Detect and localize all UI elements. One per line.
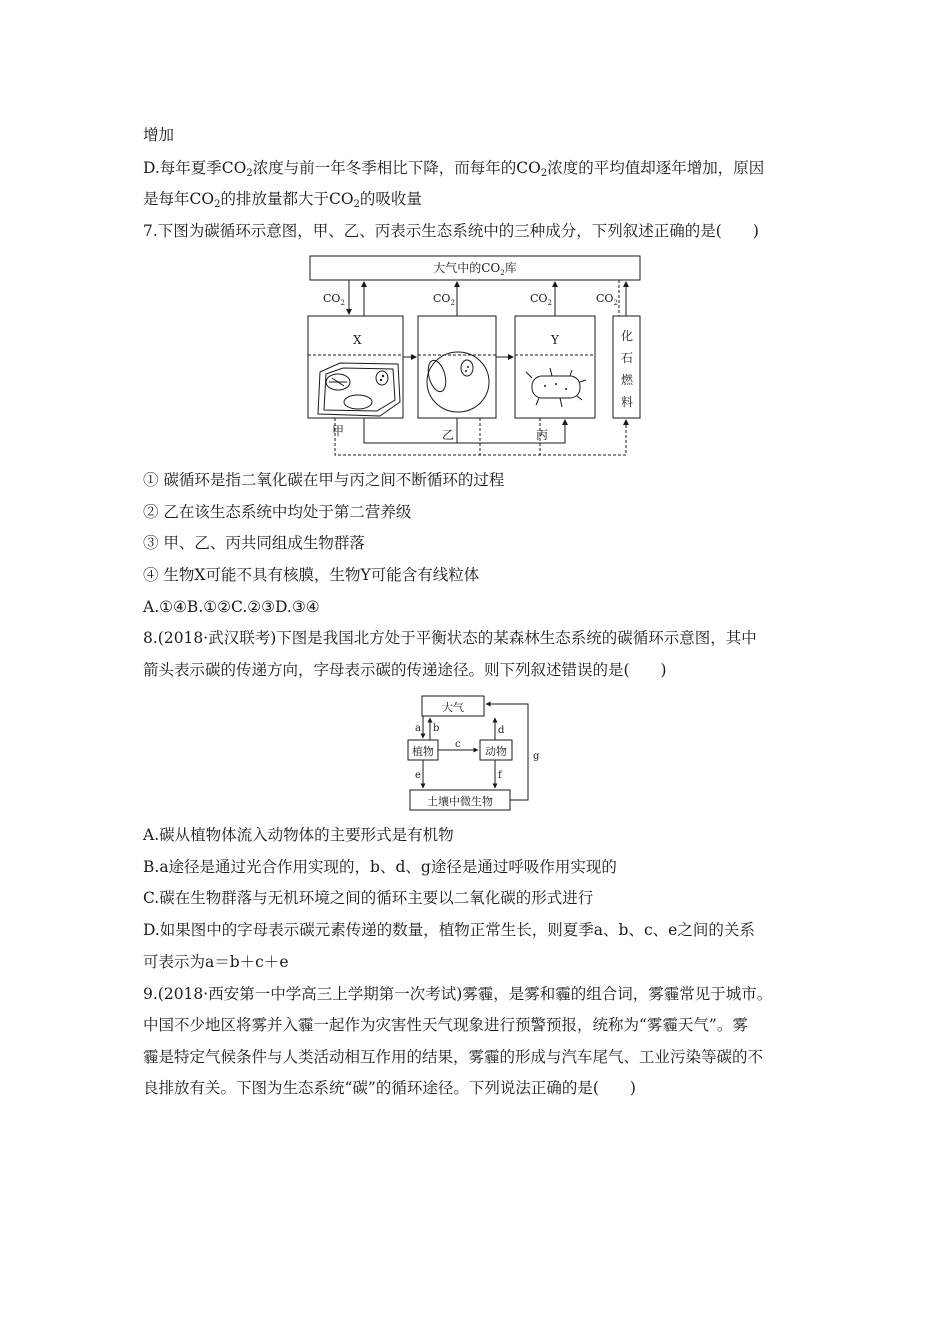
q6-option-d-line2: 是每年$CO_2$的排放量都大于$CO_2$的吸收量 [143,190,422,210]
label-jia: 甲 [332,424,345,438]
q8-stem-line1: 8.(2018·武汉联考)下图是我国北方处于平衡状态的某森林生态系统的碳循环示意图，其中 [143,629,757,647]
path-g: g [533,751,540,762]
q7-statement-2: ② 乙在该生态系统中均处于第二营养级 [143,503,412,521]
q7-statement-1: ① 碳循环是指二氧化碳在甲与丙之间不断循环的过程 [143,471,505,489]
q8-option-c: C.碳在生物群落与无机环境之间的循环主要以二氧化碳的形式进行 [143,889,594,907]
q7-options: A.①④B.①②C.②③D.③④ [143,598,320,616]
mitochondrion-icon [425,358,449,393]
box-y-decomposer [515,316,595,418]
label-x: X [353,333,362,347]
path-f: f [498,770,502,781]
fossil-char-2: 石 [621,351,634,365]
box-x-producer [308,316,403,418]
co2-label-x: $CO_2$ [323,292,345,307]
bacterium-icon [532,376,580,398]
q7-statement-4: ④ 生物X可能不具有核膜，生物Y可能含有线粒体 [143,566,480,584]
q7-stem: 7.下图为碳循环示意图，甲、乙、丙表示生态系统中的三种成分，下列叙述正确的是( ) [143,222,759,240]
label-y: Y [551,333,559,347]
q9-stem-line4: 良排放有关。下图为生态系统“碳”的循环途径。下列说法正确的是( ) [143,1079,636,1097]
co2-label-y: $CO_2$ [530,292,552,307]
label-yi: 乙 [442,428,455,442]
co2-label-fossil: $CO_2$ [596,292,618,307]
q9-stem-line2: 中国不少地区将雾并入霾一起作为灾害性天气现象进行预警预报，统称为“雾霾天气”。雾 [143,1016,748,1034]
q8-option-d-line1: D.如果图中的字母表示碳元素传递的数量，植物正常生长，则夏季a、b、c、e之间的关系 [143,921,755,939]
path-c: c [455,739,461,750]
q9-stem-line3: 霾是特定气候条件与人类活动相互作用的结果，雾霾的形成与汽车尾气、工业污染等碳的不 [143,1048,764,1066]
atmosphere-label: 大气 [442,701,464,714]
co2-label-yi: $CO_2$ [433,292,455,307]
q8-option-a: A.碳从植物体流入动物体的主要形式是有机物 [143,826,454,844]
atmosphere-label: 大气中的$CO_2$库 [433,261,517,277]
forest-carbon-diagram [400,690,550,815]
label-bing: 丙 [536,428,549,442]
fossil-char-3: 燃 [621,373,634,387]
q7-statement-3: ③ 甲、乙、丙共同组成生物群落 [143,534,365,552]
fossil-char-1: 化 [621,329,634,343]
q8-option-d-line2: 可表示为a＝b＋c＋e [143,953,289,971]
nucleus-icon [376,371,388,385]
path-b: b [433,723,440,734]
soil-label: 土壤中微生物 [427,795,493,808]
q6-tail: 增加 [143,126,175,144]
q9-stem-line1: 9.(2018·西安第一中学高三上学期第一次考试)雾霾，是雾和霾的组合词，雾霾常见于城市。 [143,985,773,1003]
path-e: e [415,770,421,781]
q8-option-b: B.a途径是通过光合作用实现的，b、d、g途径是通过呼吸作用实现的 [143,858,617,876]
carbon-cycle-diagram [300,250,650,465]
fossil-char-4: 料 [621,395,634,409]
q8-stem-line2: 箭头表示碳的传递方向，字母表示碳的传递途径。则下列叙述错误的是( ) [143,661,667,679]
q6-option-d-line1: D.每年夏季$CO_2$浓度与前一年冬季相比下降，而每年的$CO_2$浓度的平均值却逐年增加，原因 [143,159,765,179]
path-d: d [498,725,505,736]
box-yi-consumer [418,316,496,418]
animal-label: 动物 [485,745,507,758]
plant-label: 植物 [412,745,434,758]
vacuole-icon [344,395,372,409]
path-a: a [415,723,421,734]
